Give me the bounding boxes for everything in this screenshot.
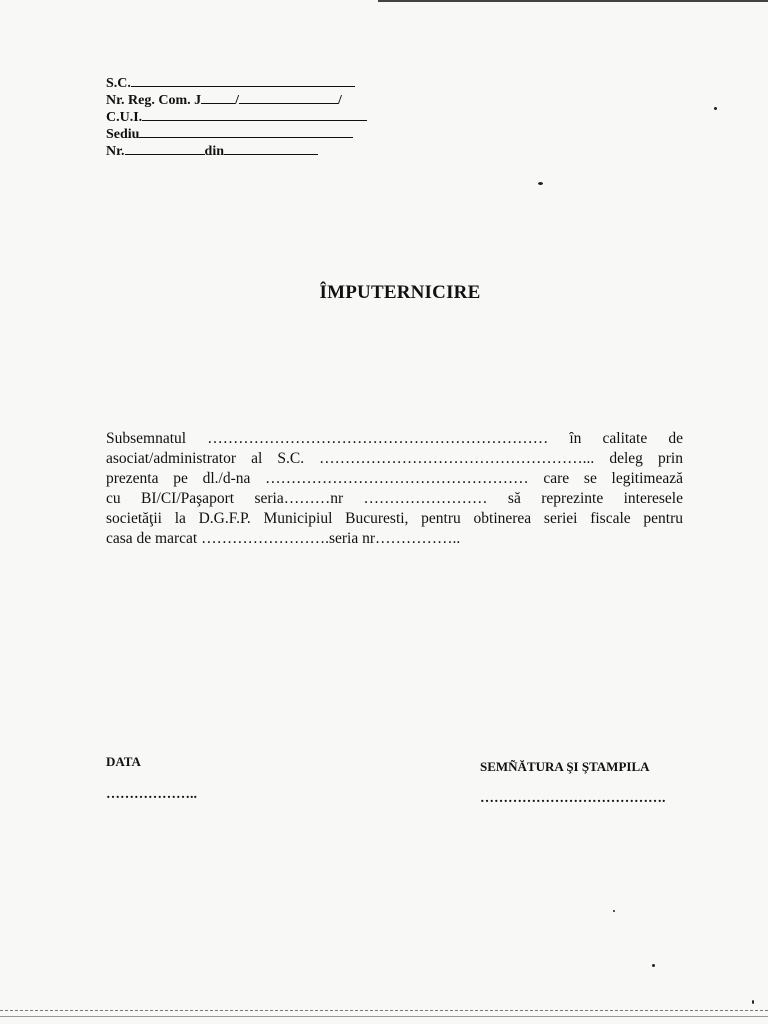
header-line-sediu bbox=[106, 125, 367, 142]
reg-sep-2: / bbox=[338, 93, 342, 108]
company-header bbox=[106, 74, 367, 159]
reg-sep-1: / bbox=[235, 93, 240, 108]
body-line-5: societăţii la D.G.F.P. Municipiul Bucuresti, pentru obtinerea seriei fiscale pentru bbox=[106, 510, 683, 527]
sc-label: S.C. bbox=[106, 76, 131, 91]
document-body bbox=[106, 429, 683, 549]
body-line-6: casa de marcat …………………….seria nr…………….. bbox=[106, 530, 461, 547]
body-line-4: cu BI/CI/Paşaport seria………nr …………………… să reprezinte interesele bbox=[106, 490, 683, 507]
scan-edge-top bbox=[378, 0, 768, 2]
reg-blank-2 bbox=[239, 91, 338, 104]
body-line-1: Subsemnatul ………………………………………………………… în calitate de bbox=[106, 430, 683, 447]
sediu-label: Sediu bbox=[106, 127, 140, 142]
scan-speck bbox=[538, 182, 543, 185]
scan-edge-bottom-2 bbox=[0, 1016, 768, 1017]
body-line-3: prezenta pe dl./d-na …………………………………………… care se legitimează bbox=[106, 470, 683, 487]
sediu-blank bbox=[139, 125, 353, 138]
header-line-cui bbox=[106, 108, 367, 125]
scan-edge-bottom bbox=[0, 1010, 768, 1011]
din-blank bbox=[224, 142, 318, 155]
nr-blank bbox=[125, 142, 205, 155]
header-line-sc bbox=[106, 74, 367, 91]
body-line-2: asociat/administrator al S.C. ……………………………………………... deleg prin bbox=[106, 450, 683, 467]
scan-speck bbox=[613, 910, 615, 912]
header-line-nr bbox=[106, 142, 367, 159]
din-label: din bbox=[204, 144, 225, 159]
date-field-dots: ……………….. bbox=[106, 787, 197, 802]
cui-blank bbox=[142, 108, 367, 121]
scan-speck bbox=[752, 1000, 754, 1004]
scan-speck bbox=[714, 107, 717, 110]
signature-field-dots: …………………………………. bbox=[480, 791, 666, 806]
reg-blank-1 bbox=[201, 91, 235, 104]
cui-label: C.U.I. bbox=[106, 110, 143, 125]
scan-speck bbox=[652, 964, 655, 967]
header-line-reg bbox=[106, 91, 367, 108]
signature-label: SEMÑĂTURA ŞI ŞTAMPILA bbox=[480, 759, 650, 774]
date-label: DATA bbox=[106, 754, 141, 769]
sc-blank bbox=[131, 74, 355, 87]
nr-label: Nr. bbox=[106, 144, 125, 159]
document-title: ÎMPUTERNICIRE bbox=[319, 282, 481, 303]
reg-label: Nr. Reg. Com. J bbox=[106, 93, 202, 108]
